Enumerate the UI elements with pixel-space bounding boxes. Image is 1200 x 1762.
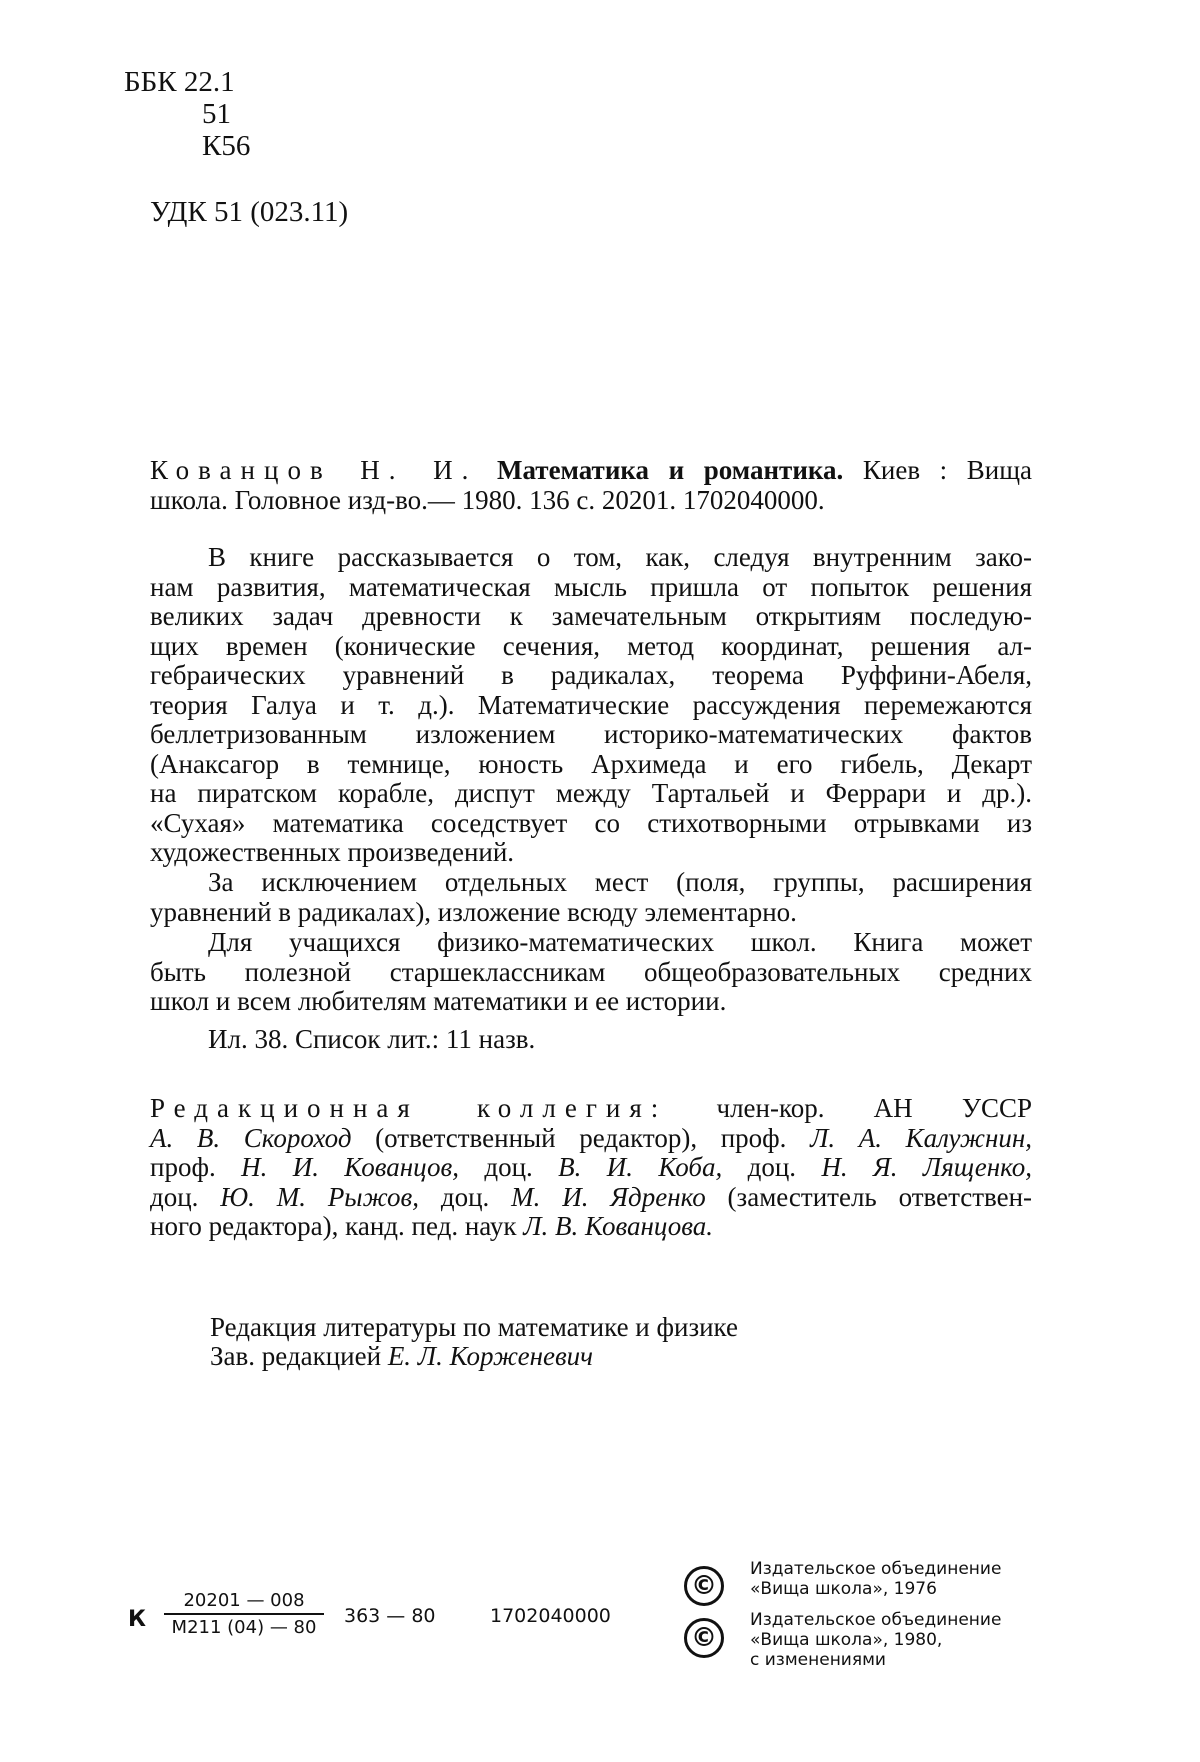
imprint-isbn: 1702040000	[490, 1605, 611, 1627]
board-member: М. И. Ядренко	[511, 1182, 706, 1212]
abstract-line: школ и всем любителям математики и ее истории.	[150, 987, 1032, 1017]
board-text: доц.	[748, 1152, 796, 1182]
illustrations-note	[150, 1025, 1032, 1055]
board-member: А. В. Скороход	[150, 1123, 351, 1153]
abstract-line: художественных произведений.	[150, 838, 1032, 868]
abstract-line: быть полезной старшеклассникам общеобразовательных средних	[150, 958, 1032, 988]
copyright-text: «Вища школа», 1976	[750, 1579, 1001, 1599]
citation-title: Математика и романтика.	[497, 455, 843, 485]
illustrations-line: Ил. 38. Список лит.: 11 назв.	[150, 1025, 1032, 1055]
editorial-office	[210, 1313, 738, 1371]
abstract-paragraph-1	[150, 543, 1032, 868]
board-member: Н. И. Кованцов,	[241, 1152, 459, 1182]
board-text: член-кор. АН УССР	[717, 1093, 1033, 1123]
copyright-text: с изменениями	[750, 1650, 1001, 1670]
bbk-classification	[124, 66, 250, 162]
board-member: Н. Я. Лященко,	[821, 1152, 1032, 1182]
board-member: Ю. М. Рыжов,	[220, 1182, 419, 1212]
abstract-line: на пиратском корабле, диспут между Тартальей и Феррари и др.).	[150, 779, 1032, 809]
board-text: (заместитель ответствен-	[728, 1182, 1032, 1212]
citation-publisher: Киев : Вища	[863, 455, 1032, 485]
abstract-line: великих задач древности к замечательным открытиям последую-	[150, 602, 1032, 632]
board-line-5	[150, 1212, 1032, 1242]
editorial-line-2	[210, 1342, 738, 1371]
abstract-paragraph-2	[150, 868, 1032, 927]
abstract-line: нам развития, математическая мысль пришла от попыток решения	[150, 573, 1032, 603]
board-text: (ответственный редактор), проф.	[375, 1123, 786, 1153]
board-line-1	[150, 1094, 1032, 1124]
editorial-line-1: Редакция литературы по математике и физике	[210, 1313, 738, 1342]
board-member: В. И. Коба,	[558, 1152, 722, 1182]
copyright-icon: ©	[684, 1618, 724, 1658]
abstract-line: беллетризованным изложением историко-математических фактов	[150, 720, 1032, 750]
imprint-fraction	[164, 1590, 324, 1638]
copyright-1976	[750, 1559, 1001, 1599]
citation	[150, 456, 1032, 515]
editorial-board	[150, 1094, 1032, 1242]
abstract-line: теория Галуа и т. д.). Математические рассуждения перемежаются	[150, 691, 1032, 721]
bbk-line-1	[124, 66, 250, 98]
board-text: доц.	[150, 1182, 198, 1212]
board-text: доц.	[441, 1182, 489, 1212]
abstract-line: Для учащихся физико-математических школ. Книга может	[150, 928, 1032, 958]
imprint-denominator: М211 (04) — 80	[164, 1615, 324, 1638]
abstract-line: За исключением отдельных мест (поля, группы, расширения	[150, 868, 1032, 898]
copyright-icon: ©	[684, 1566, 724, 1606]
abstract-line: В книге рассказывается о том, как, следуя внутренним зако-	[150, 543, 1032, 573]
copyright-text: Издательское объединение	[750, 1559, 1001, 1579]
board-member: Л. В. Кованцова.	[523, 1211, 713, 1241]
bbk-code-3: К56	[124, 130, 250, 162]
board-text: ного редактора), канд. пед. наук	[150, 1211, 517, 1241]
board-text: проф.	[150, 1152, 216, 1182]
copyright-text: Издательское объединение	[750, 1610, 1001, 1630]
board-line-2	[150, 1124, 1032, 1154]
citation-author: Кованцов Н. И.	[150, 455, 477, 485]
abstract-line: щих времен (конические сечения, метод координат, решения ал-	[150, 632, 1032, 662]
abstract-line: уравнений в радикалах), изложение всюду элементарно.	[150, 898, 1032, 928]
citation-line-1	[150, 456, 1032, 486]
imprint-tail: 363 — 80	[344, 1605, 436, 1627]
copyright-text: «Вища школа», 1980,	[750, 1630, 1001, 1650]
board-member: Л. А. Калужнин,	[810, 1123, 1032, 1153]
board-text: доц.	[484, 1152, 532, 1182]
imprint-numerator: 20201 — 008	[164, 1590, 324, 1615]
editorial-head: Е. Л. Корженевич	[388, 1341, 593, 1371]
bbk-code-2: 51	[124, 98, 250, 130]
abstract-paragraph-3	[150, 928, 1032, 1017]
board-line-4	[150, 1183, 1032, 1213]
abstract-line: (Анаксагор в темнице, юность Архимеда и его гибель, Декарт	[150, 750, 1032, 780]
citation-line-2: школа. Головное изд-во.— 1980. 136 с. 20201. 1702040000.	[150, 486, 1032, 516]
abstract-line: «Сухая» математика соседствует со стихотворными отрывками из	[150, 809, 1032, 839]
editorial-prefix: Зав. редакцией	[210, 1341, 381, 1371]
imprint-k: К	[128, 1607, 146, 1632]
board-heading: Редакционная коллегия:	[150, 1093, 667, 1123]
copyright-1980	[750, 1610, 1001, 1670]
bbk-code-1: 22.1	[184, 66, 235, 98]
udk-code: УДК 51 (023.11)	[150, 196, 348, 229]
bbk-label: ББК	[124, 66, 177, 98]
board-line-3	[150, 1153, 1032, 1183]
abstract-line: гебраических уравнений в радикалах, теорема Руффини-Абеля,	[150, 661, 1032, 691]
